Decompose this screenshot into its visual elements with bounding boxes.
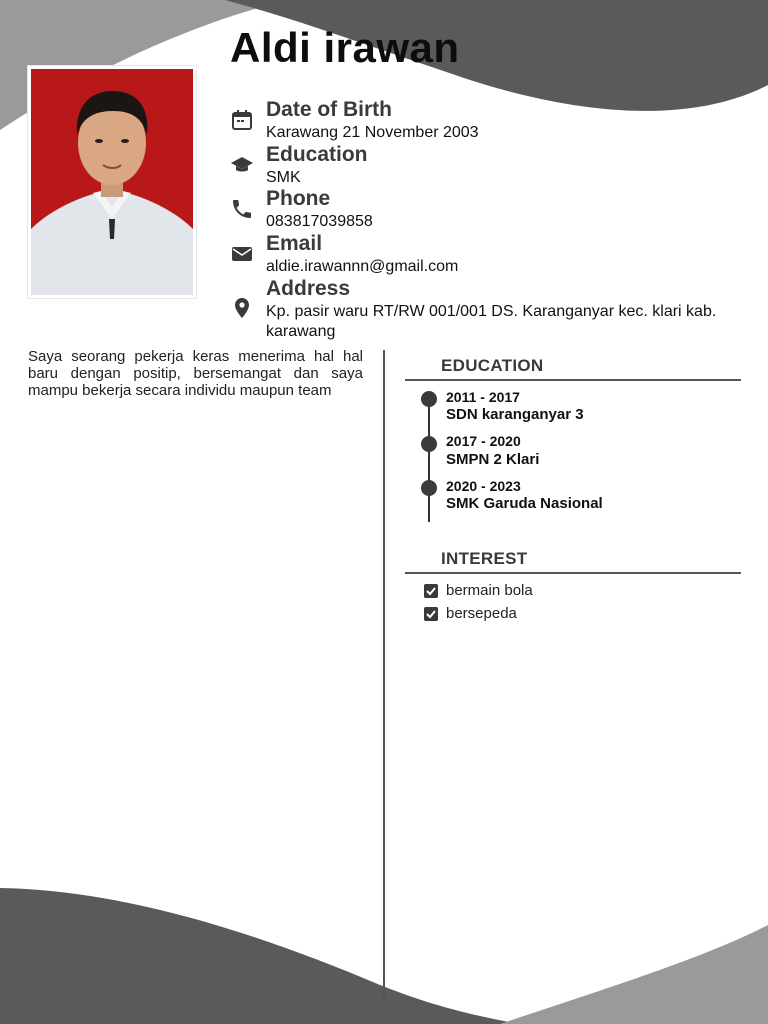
info-label: Email — [266, 232, 323, 255]
checkbox-checked-icon — [424, 584, 438, 598]
calendar-icon — [230, 108, 254, 132]
interest-item: bersepeda — [446, 605, 517, 622]
info-value: aldie.irawannn@gmail.com — [266, 258, 459, 275]
timeline-school: SMK Garuda Nasional — [446, 495, 603, 512]
map-pin-icon — [230, 296, 254, 320]
graduation-cap-icon — [230, 153, 254, 177]
timeline-school: SDN karanganyar 3 — [446, 406, 584, 423]
timeline-years: 2011 - 2017 — [446, 389, 520, 405]
info-value: Kp. pasir waru RT/RW 001/001 DS. Karanganyar kec. klari kab. karawang — [266, 303, 717, 340]
info-label: Education — [266, 143, 368, 166]
checkbox-checked-icon — [424, 607, 438, 621]
info-value: 083817039858 — [266, 213, 373, 230]
info-value: Karawang 21 November 2003 — [266, 124, 479, 141]
timeline-dot — [421, 391, 437, 407]
education-section-title: EDUCATION — [441, 356, 544, 375]
education-section-rule — [405, 379, 741, 381]
interest-section-title: INTEREST — [441, 549, 528, 568]
info-label: Date of Birth — [266, 98, 392, 121]
timeline-school: SMPN 2 Klari — [446, 451, 540, 468]
timeline-dot — [421, 480, 437, 496]
timeline-line — [428, 396, 430, 522]
info-value: SMK — [266, 169, 301, 186]
full-name-heading: Aldi irawan — [230, 24, 460, 71]
info-label: Phone — [266, 187, 331, 210]
phone-icon — [230, 197, 254, 221]
timeline-years: 2020 - 2023 — [446, 478, 521, 494]
column-divider — [383, 350, 385, 1000]
profile-summary: Saya seorang pekerja keras menerima hal hal baru dengan positip, bersemangat dan saya mampu bekerja secara individu maupun team — [28, 348, 363, 399]
interest-section-rule — [405, 572, 741, 574]
interest-item: bermain bola — [446, 582, 533, 599]
info-label: Address — [266, 277, 351, 300]
profile-photo — [28, 66, 196, 298]
envelope-icon — [230, 242, 254, 266]
timeline-years: 2017 - 2020 — [446, 433, 521, 449]
timeline-dot — [421, 436, 437, 452]
